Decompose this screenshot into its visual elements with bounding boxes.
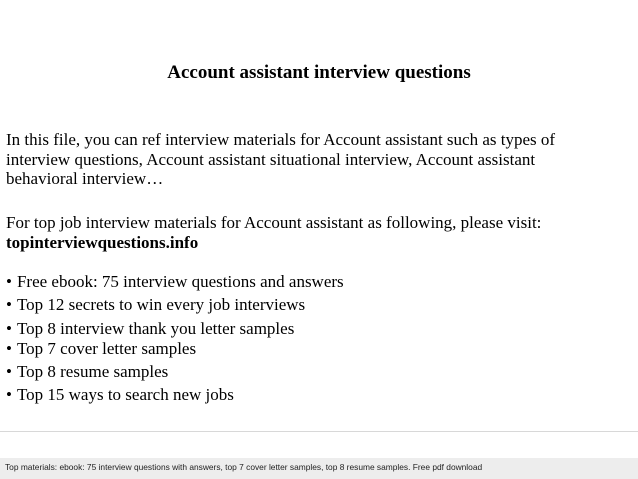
list-item-text: Top 8 resume samples	[16, 362, 169, 381]
footer-text: Top materials: ebook: 75 interview questions with answers, top 7 cover letter samples, top 8 resume samples. Free pdf download	[5, 462, 483, 472]
bullet-icon: •	[6, 319, 12, 338]
list-item	[6, 362, 168, 382]
list-item-text: Top 7 cover letter samples	[16, 339, 197, 358]
site-link[interactable]: topinterviewquestions.info	[6, 232, 199, 252]
list-item-text: Free ebook: 75 interview questions and answers	[16, 272, 344, 291]
slide-title: Account assistant interview questions	[167, 62, 471, 83]
bullet-icon: •	[6, 362, 12, 381]
bullet-icon: •	[6, 339, 12, 358]
visit-paragraph	[6, 213, 631, 252]
intro-line: interview questions, Account assistant situational interview, Account assistant	[6, 149, 536, 169]
list-item	[6, 272, 344, 292]
bullet-icon: •	[6, 295, 12, 314]
visit-text: For top job interview materials for Account assistant as following, please visit:	[6, 213, 542, 232]
list-item	[6, 385, 234, 405]
footer-divider	[0, 431, 638, 432]
bullet-icon: •	[6, 385, 12, 404]
intro-line: In this file, you can ref interview materials for Account assistant such as types of	[6, 130, 556, 149]
intro-paragraph	[6, 130, 631, 189]
list-item-text: Top 12 secrets to win every job interviews	[16, 295, 306, 314]
list-item	[6, 339, 196, 359]
bullet-icon: •	[6, 272, 12, 291]
footer-bar	[0, 458, 638, 479]
list-item	[6, 295, 305, 315]
list-item-text: Top 8 interview thank you letter samples	[16, 319, 295, 338]
intro-line: behavioral interview…	[6, 169, 164, 188]
list-item	[6, 319, 294, 339]
list-item-text: Top 15 ways to search new jobs	[16, 385, 234, 404]
